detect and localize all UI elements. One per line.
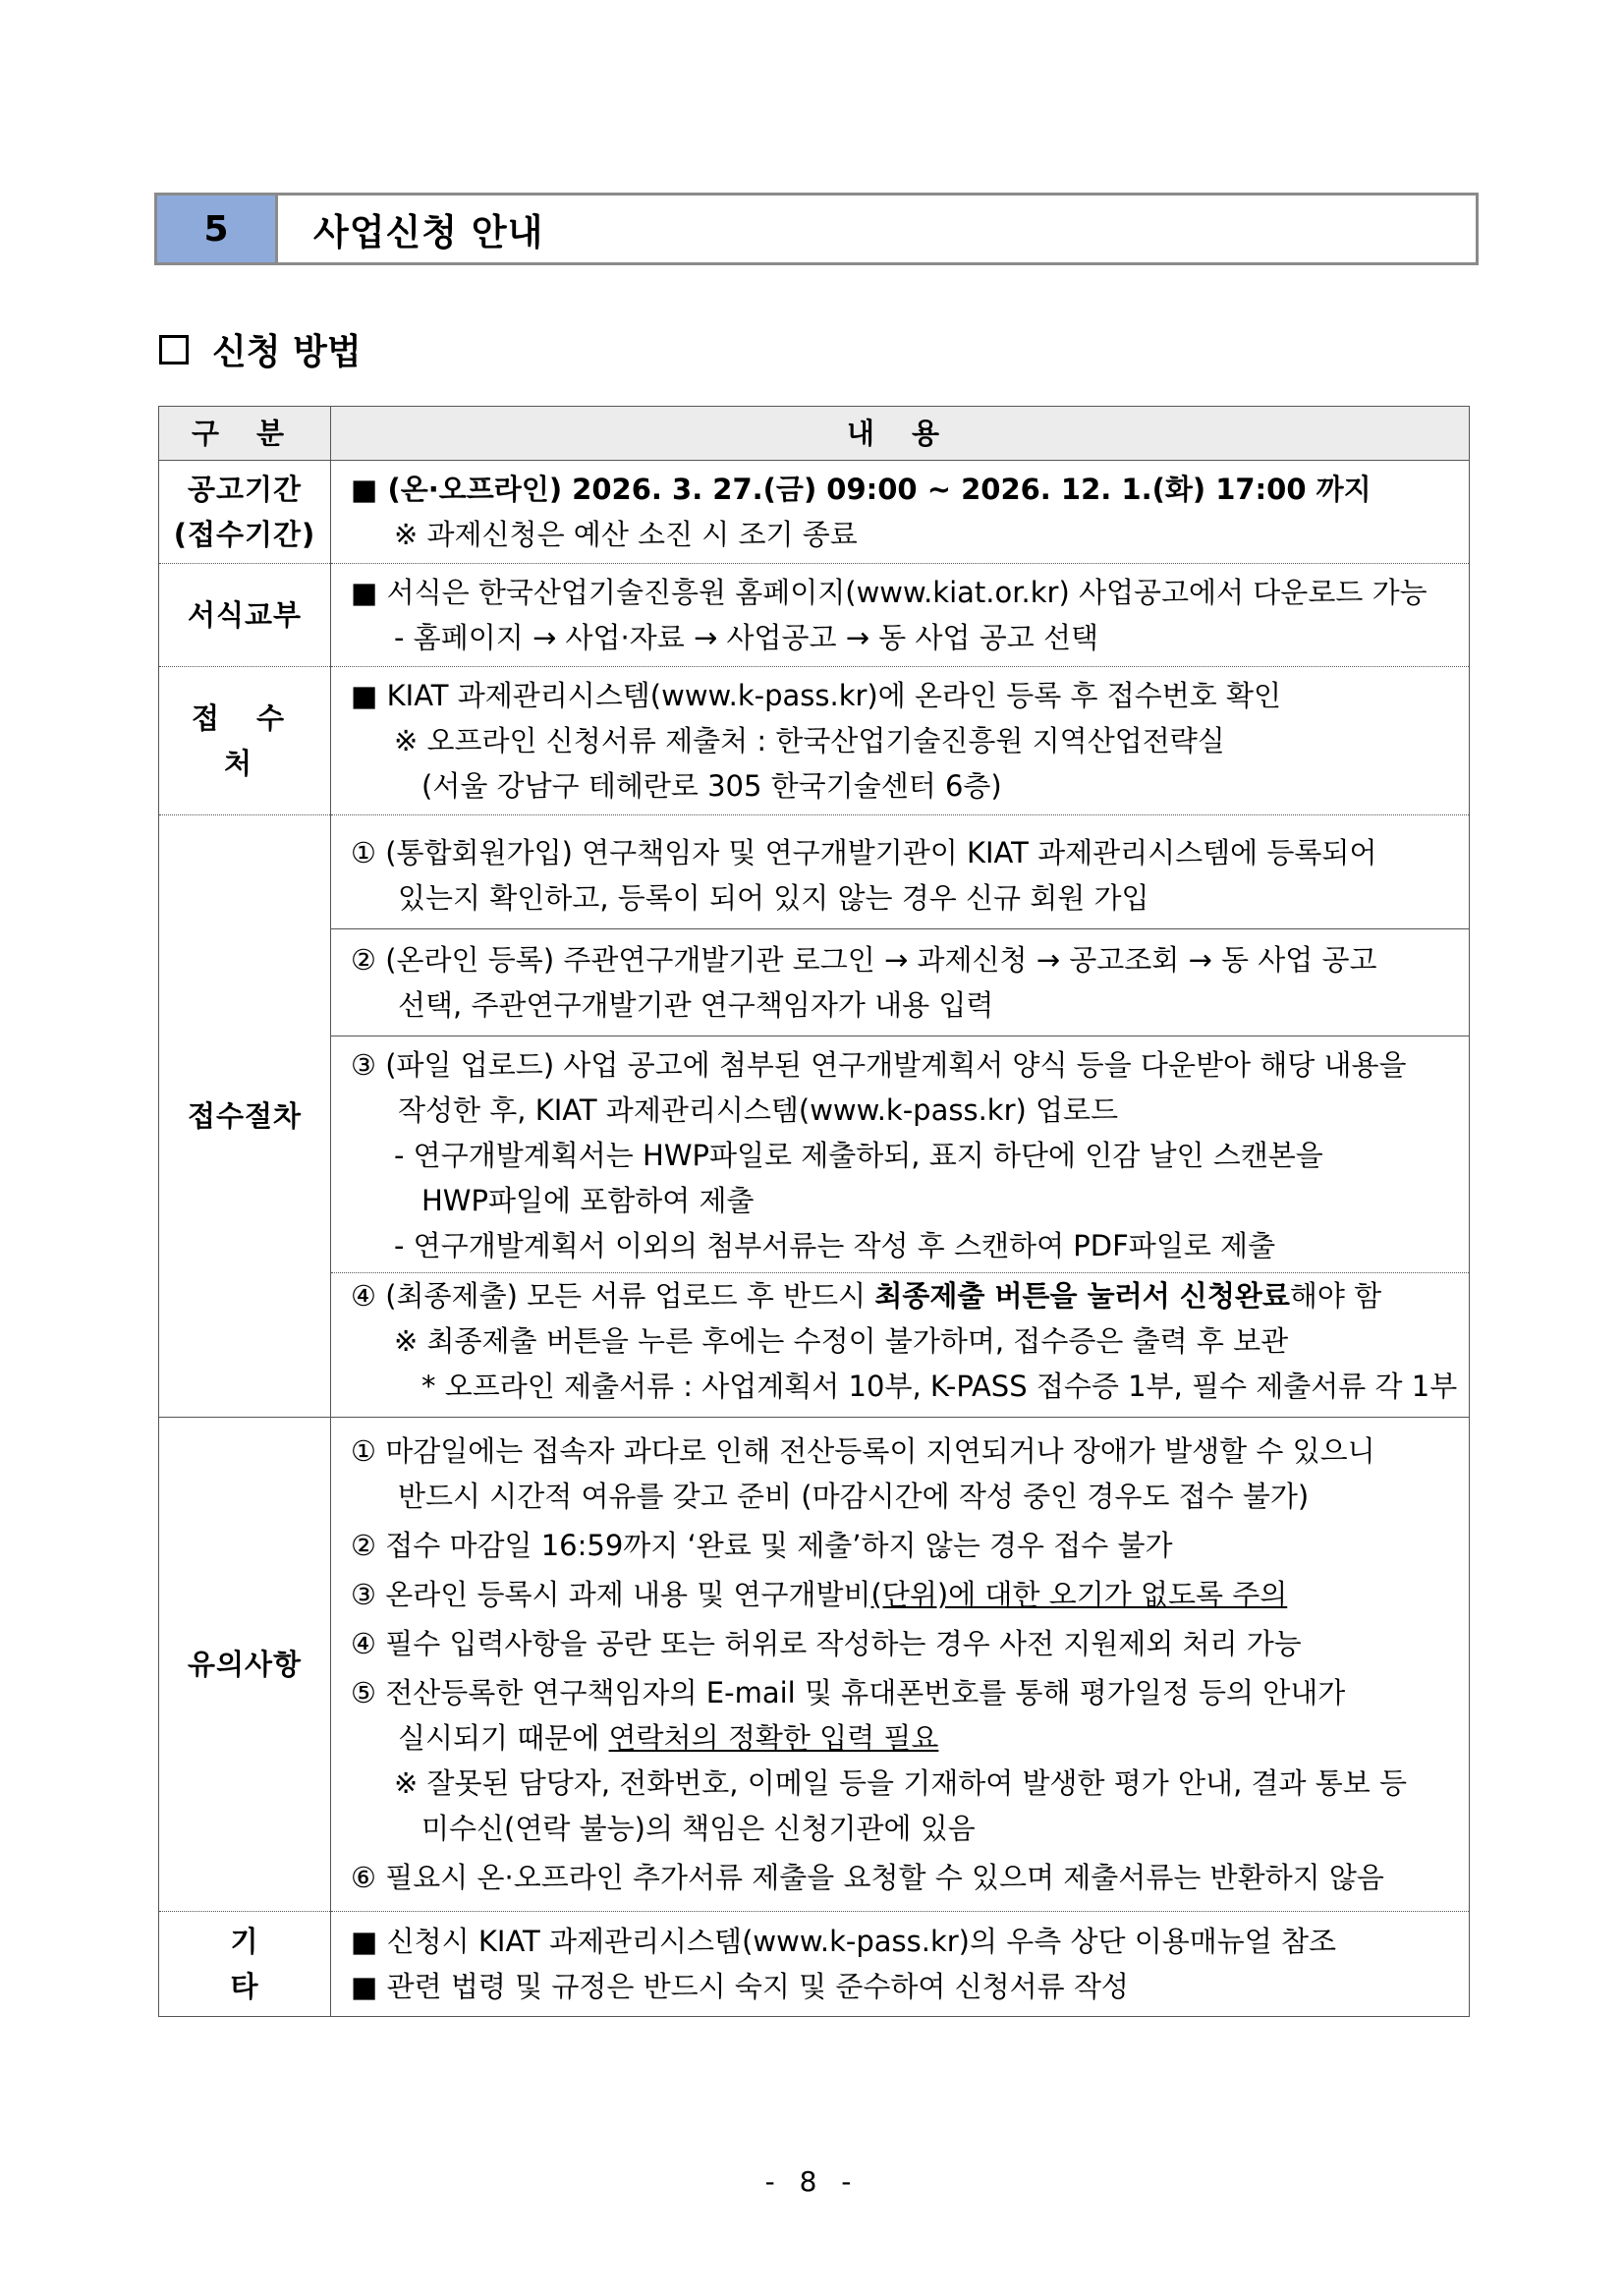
step4-text: ④ (최종제출) 모든 서류 업로드 후 반드시 — [351, 1278, 875, 1313]
table-row-office — [159, 667, 1470, 815]
row-content-forms — [331, 564, 1470, 667]
row-label-etc: 기 타 — [159, 1912, 331, 2017]
note-line: ※ 잘못된 담당자, 전화번호, 이메일 등을 기재하여 발생한 평가 안내, 결과 통보 등 — [394, 1766, 1408, 1800]
note-line — [351, 1572, 1457, 1617]
step4-text: 해야 함 — [1289, 1278, 1382, 1313]
procedure-step-2 — [331, 928, 1469, 1036]
subheading — [159, 324, 362, 374]
note-text: 실시되기 때문에 — [398, 1721, 609, 1755]
etc-line: ■ 신청시 KIAT 과제관리시스템(www.k-pass.kr)의 우측 상단 이용매뉴얼 참조 — [351, 1925, 1337, 1958]
period-note: ※ 과제신청은 예산 소진 시 조기 종료 — [394, 518, 858, 551]
office-line: ■ KIAT 과제관리시스템(www.k-pass.kr)에 온라인 등록 후 접수번호 확인 — [351, 679, 1282, 712]
forms-line: ■ 서식은 한국산업기술진흥원 홈페이지(www.kiat.or.kr) 사업공고에서 다운로드 가능 — [351, 576, 1428, 609]
step3-line: - 연구개발계획서 이외의 첨부서류는 작성 후 스캔하여 PDF파일로 제출 — [394, 1228, 1276, 1262]
table-row-etc — [159, 1912, 1470, 2017]
subheading-text: 신청 방법 — [212, 332, 362, 372]
step3-line: - 연구개발계획서는 HWP파일로 제출하되, 표지 하단에 인감 날인 스캔본을 — [394, 1138, 1323, 1172]
note-line: ④ 필수 입력사항을 공란 또는 허위로 작성하는 경우 사전 지원제외 처리 가능 — [351, 1627, 1302, 1660]
row-label-procedure: 접수절차 — [159, 815, 331, 1418]
label-line: (접수기간) — [173, 518, 316, 551]
row-label-forms: 서식교부 — [159, 564, 331, 667]
row-label-notes: 유의사항 — [159, 1418, 331, 1912]
section-title: 사업신청 안내 — [313, 211, 544, 253]
row-label-period — [159, 461, 331, 564]
note-line: ⑥ 필요시 온·오프라인 추가서류 제출을 요청할 수 있으며 제출서류는 반환하지 않음 — [351, 1861, 1384, 1894]
row-content-procedure — [331, 815, 1470, 1418]
step2-line: 선택, 주관연구개발기관 연구책임자가 내용 입력 — [398, 987, 994, 1022]
note-underlined-text: (단위)에 대한 오기가 없도록 주의 — [870, 1578, 1288, 1611]
section-number: 5 — [157, 196, 278, 262]
checkbox-square-icon — [159, 335, 189, 364]
step2-line: ② (온라인 등록) 주관연구개발기관 로그인 → 과제신청 → 공고조회 → 동 사업 공고 — [351, 942, 1377, 977]
procedure-step-3 — [331, 1036, 1469, 1272]
note-line — [351, 1715, 1457, 1761]
period-line: ■ (온·오프라인) 2026. 3. 27.(금) 09:00 ~ 2026. 12. 1.(화) 17:00 까지 — [351, 473, 1372, 506]
application-method-table — [158, 406, 1470, 2017]
row-content-office — [331, 667, 1470, 815]
procedure-step-4 — [331, 1272, 1469, 1409]
note-line: 반드시 시간적 여유를 갖고 준비 (마감시간에 작성 중인 경우도 접수 불가) — [398, 1480, 1310, 1513]
table-row-notes — [159, 1418, 1470, 1912]
step1-line: ① (통합회원가입) 연구책임자 및 연구개발기관이 KIAT 과제관리시스템에 등록되어 — [351, 835, 1377, 869]
forms-path: - 홈페이지 → 사업·자료 → 사업공고 → 동 사업 공고 선택 — [394, 621, 1099, 654]
row-content-notes — [331, 1418, 1470, 1912]
note-underlined-text: 연락처의 정확한 입력 필요 — [608, 1721, 939, 1755]
step1-line: 있는지 확인하고, 등록이 되어 있지 않는 경우 신규 회원 가입 — [398, 880, 1149, 915]
note-line: 미수신(연락 불능)의 책임은 신청기관에 있음 — [421, 1812, 976, 1845]
procedure-step-1 — [331, 824, 1469, 928]
table-row-procedure — [159, 815, 1470, 1418]
office-note: ※ 오프라인 신청서류 제출처 : 한국산업기술진흥원 지역산업전략실 — [394, 724, 1225, 757]
step4-line: * 오프라인 제출서류 : 사업계획서 10부, K-PASS 접수증 1부, 필수 제출서류 각 1부 — [421, 1369, 1458, 1403]
row-content-etc — [331, 1912, 1470, 2017]
note-line: ⑤ 전산등록한 연구책임자의 E-mail 및 휴대폰번호를 통해 평가일정 등의 안내가 — [351, 1676, 1346, 1709]
step3-line: ③ (파일 업로드) 사업 공고에 첨부된 연구개발계획서 양식 등을 다운받아 해당 내용을 — [351, 1047, 1407, 1082]
step3-line: HWP파일에 포함하여 제출 — [421, 1183, 755, 1217]
row-label-office: 접 수 처 — [159, 667, 331, 815]
office-address: (서울 강남구 테헤란로 305 한국기술센터 6층) — [421, 769, 1002, 803]
table-row-forms — [159, 564, 1470, 667]
note-line: ① 마감일에는 접속자 과다로 인해 전산등록이 지연되거나 장애가 발생할 수 있으니 — [351, 1434, 1375, 1468]
header-category: 구 분 — [159, 407, 331, 461]
page-number: - 8 - — [764, 2165, 860, 2198]
etc-line: ■ 관련 법령 및 규정은 반드시 숙지 및 준수하여 신청서류 작성 — [351, 1970, 1129, 2003]
header-content: 내 용 — [331, 407, 1470, 461]
step4-line — [351, 1273, 1457, 1318]
step4-bold-text: 최종제출 버튼을 눌러서 신청완료 — [874, 1278, 1290, 1313]
table-row-period — [159, 461, 1470, 564]
section-header — [154, 193, 1479, 265]
note-line: ② 접수 마감일 16:59까지 ‘완료 및 제출’하지 않는 경우 접수 불가 — [351, 1529, 1173, 1562]
note-text: ③ 온라인 등록시 과제 내용 및 연구개발비 — [351, 1578, 871, 1611]
row-content-period — [331, 461, 1470, 564]
step3-line: 작성한 후, KIAT 과제관리시스템(www.k-pass.kr) 업로드 — [398, 1092, 1119, 1127]
step4-line: ※ 최종제출 버튼을 누른 후에는 수정이 불가하며, 접수증은 출력 후 보관 — [394, 1323, 1289, 1358]
label-line: 공고기간 — [187, 473, 303, 506]
